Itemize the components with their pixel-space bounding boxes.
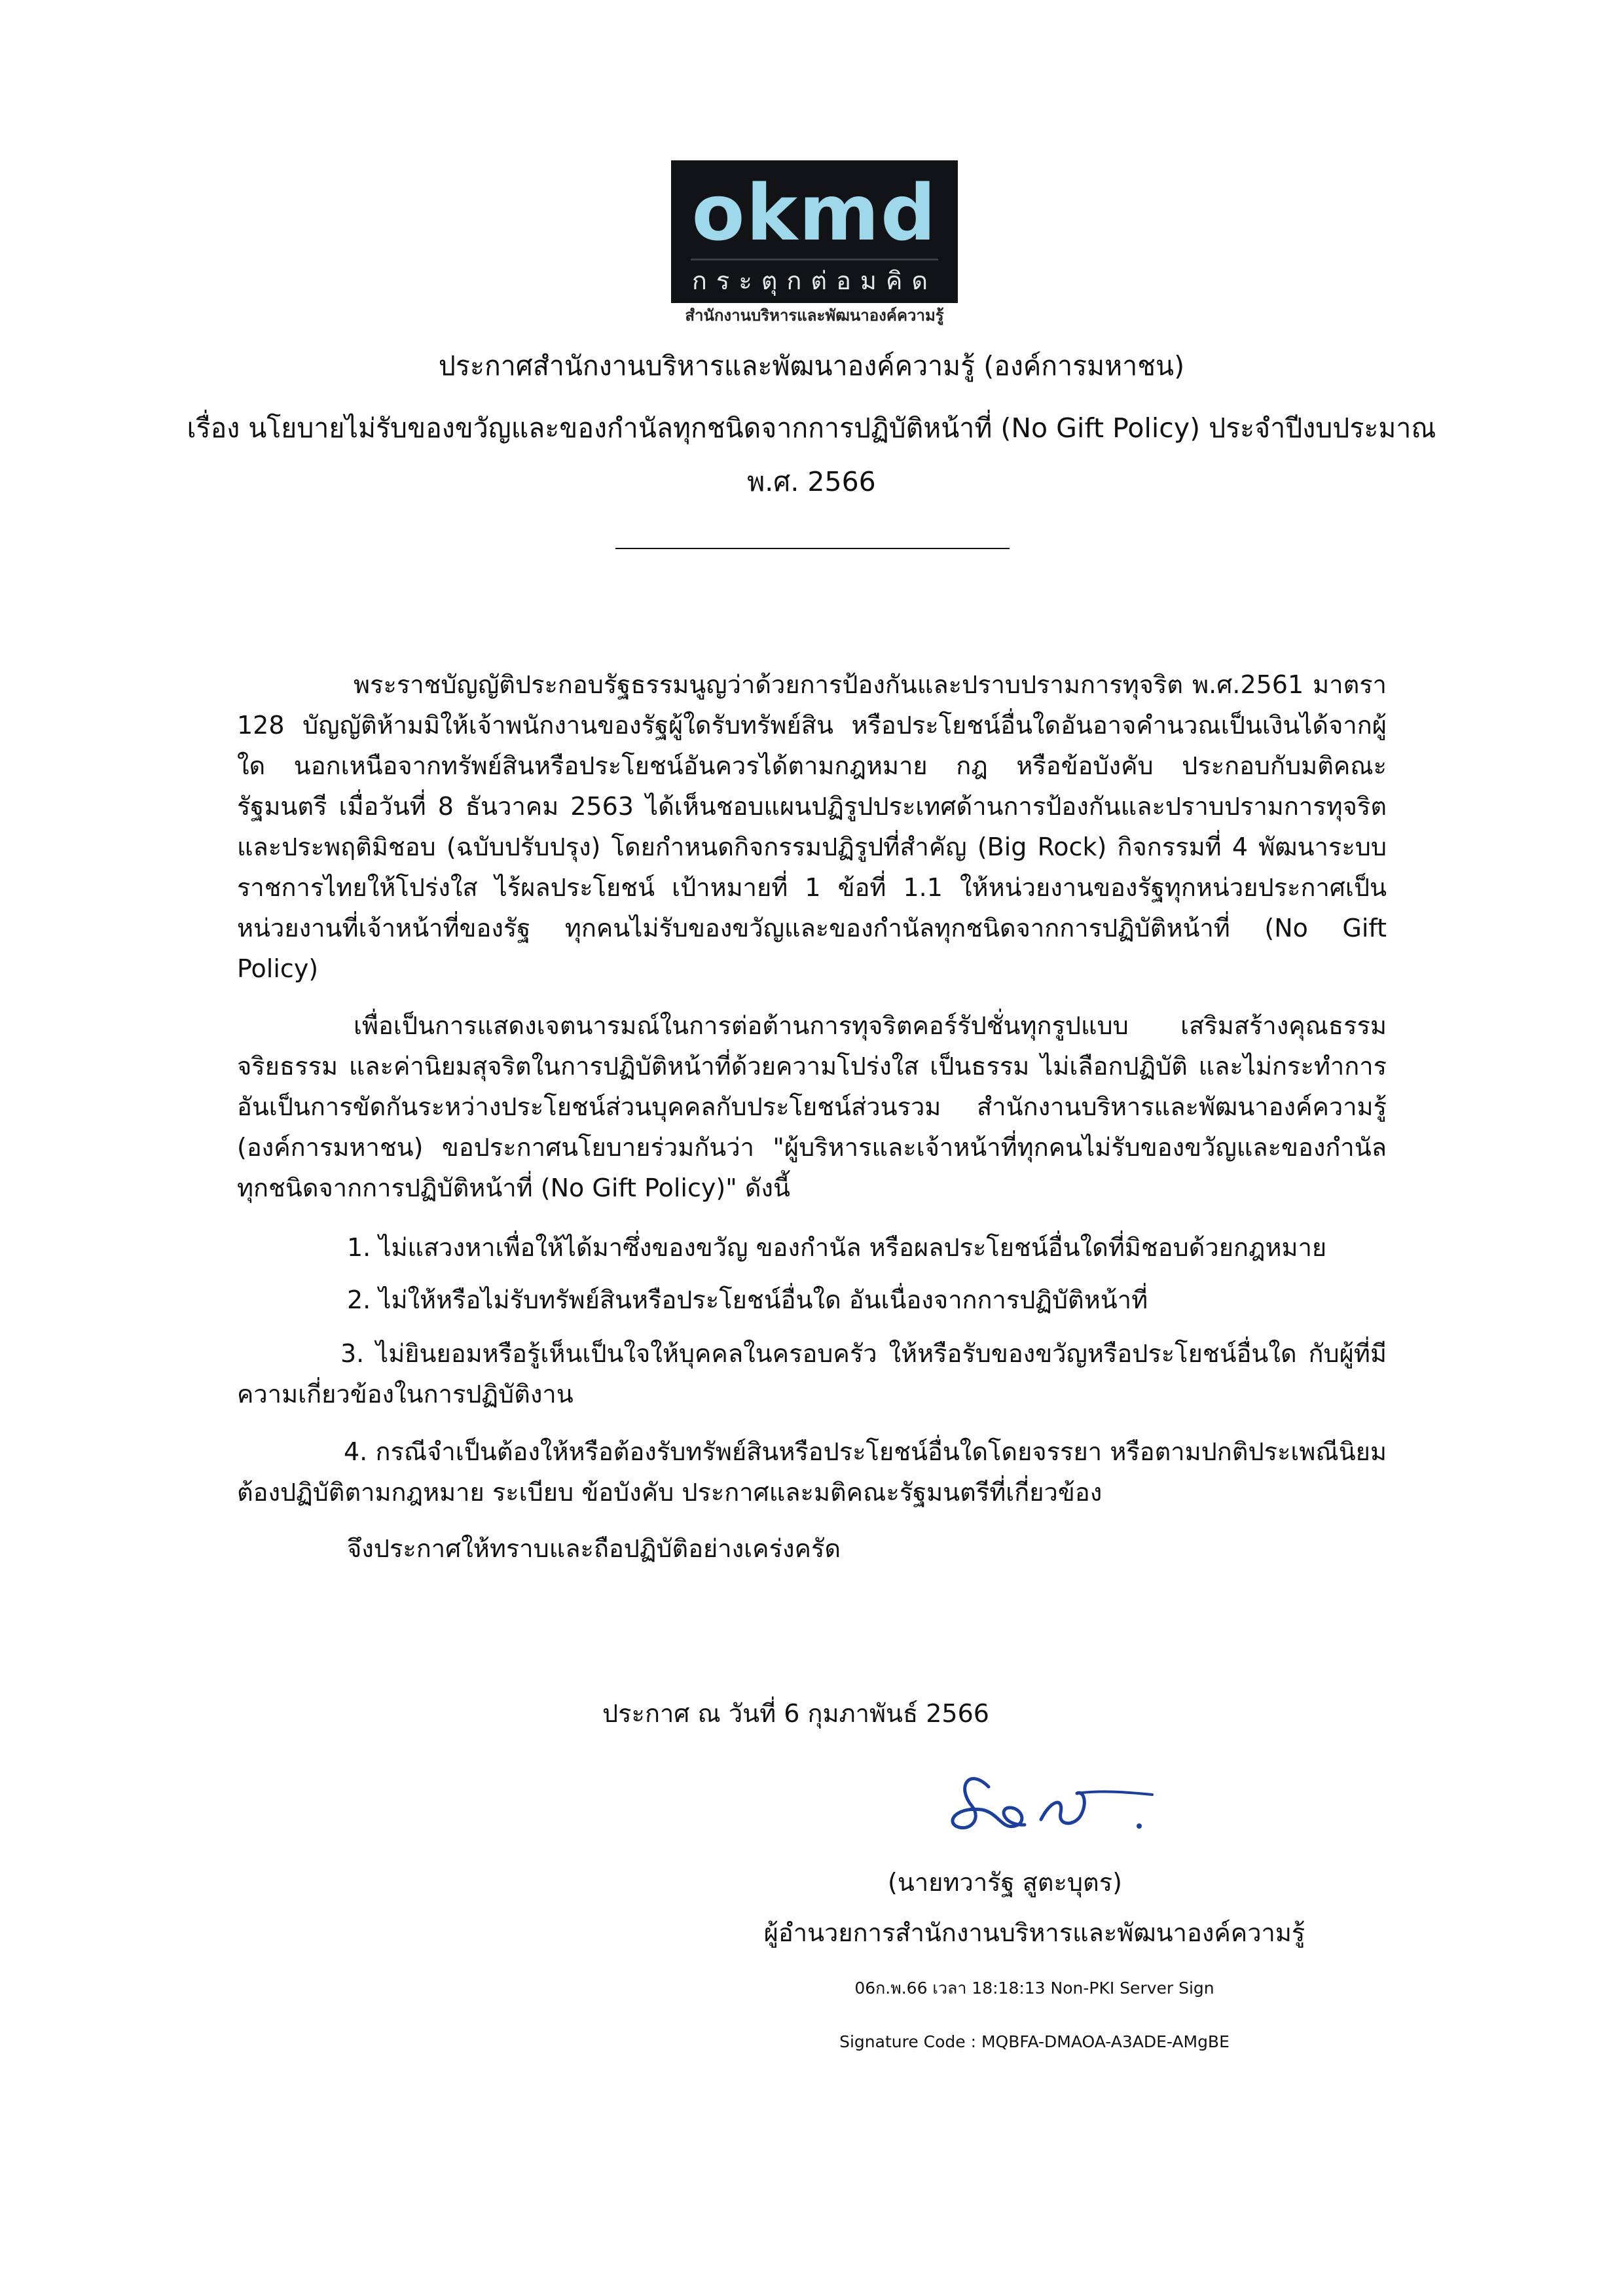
heading-divider: [615, 548, 1010, 549]
closing-statement: จึงประกาศให้ทราบและถือปฏิบัติอย่างเคร่งครัด: [347, 1534, 841, 1563]
signer-title: ผู้อำนวยการสำนักงานบริหารและพัฒนาองค์ความรู้: [763, 1918, 1305, 1947]
logo-badge: [671, 160, 958, 303]
paragraph-policy-intent: เพื่อเป็นการแสดงเจตนารมณ์ในการต่อต้านการทุจริตคอร์รัปชั่นทุกรูปแบบ เสริมสร้างคุณธรรม จริยธรรม และค่านิยมสุจริตในการปฏิบัติหน้าที่ด้วยความโปร่งใส เป็นธรรม ไม่เลือกปฏิบัติ และไม่กระทำการอันเป็นการขัดกันระหว่างประโยชน์ส่วนบุคคลกับประโยชน์ส่วนรวม สำนักงานบริหารและพัฒนาองค์ความรู้ (องค์การมหาชน) ขอประกาศนโยบายร่วมกันว่า "ผู้บริหารและเจ้าหน้าที่ทุกคนไม่รับของขวัญและของกำนัลทุกชนิดจากการปฏิบัติหน้าที่ (No Gift Policy)" ดังนี้: [237, 1011, 1387, 1202]
policy-item-2: 2. ไม่ให้หรือไม่รับทรัพย์สินหรือประโยชน์อื่นใด อันเนื่องจากการปฏิบัติหน้าที่: [347, 1285, 1148, 1314]
announcement-subject: เรื่อง นโยบายไม่รับของขวัญและของกำนัลทุกชนิดจากการปฏิบัติหน้าที่ (No Gift Policy) ประจำปีงบประมาณ: [187, 412, 1436, 444]
okmd-logo: [671, 160, 958, 325]
logo-wordmark: okmd: [691, 168, 938, 258]
handwritten-signature: [943, 1761, 1159, 1859]
policy-item-1: 1. ไม่แสวงหาเพื่อให้ได้มาซึ่งของขวัญ ของกำนัล หรือผลประโยชน์อื่นใดที่มิชอบด้วยกฎหมาย: [347, 1233, 1327, 1262]
announcement-date: ประกาศ ณ วันที่ 6 กุมภาพันธ์ 2566: [602, 1699, 989, 1728]
policy-item-3: 3. ไม่ยินยอมหรือรู้เห็นเป็นใจให้บุคคลในครอบครัว ให้หรือรับของขวัญหรือประโยชน์อื่นใด กับผู้ที่มีความเกี่ยวข้องในการปฏิบัติงาน: [237, 1339, 1387, 1408]
policy-item-4: 4. กรณีจำเป็นต้องให้หรือต้องรับทรัพย์สินหรือประโยชน์อื่นใดโดยจรรยา หรือตามปกติประเพณีนิยม ต้องปฏิบัติตามกฎหมาย ระเบียบ ข้อบังคับ ประกาศและมติคณะรัฐมนตรีที่เกี่ยวข้อง: [237, 1437, 1387, 1507]
announcement-issuer: ประกาศสำนักงานบริหารและพัฒนาองค์ความรู้ (องค์การมหาชน): [438, 350, 1185, 382]
paragraph-legal-basis: พระราชบัญญัติประกอบรัฐธรรมนูญว่าด้วยการป้องกันและปราบปรามการทุจริต พ.ศ.2561 มาตรา 128 บัญญัติห้ามมิให้เจ้าพนักงานของรัฐผู้ใดรับทรัพย์สิน หรือประโยชน์อื่นใดอันอาจคำนวณเป็นเงินได้จากผู้ใด นอกเหนือจากทรัพย์สินหรือประโยชน์อันควรได้ตามกฎหมาย กฎ หรือข้อบังคับ ประกอบกับมติคณะรัฐมนตรี เมื่อวันที่ 8 ธันวาคม 2563 ได้เห็นชอบแผนปฏิรูปประเทศด้านการป้องกันและปราบปรามการทุจริตและประพฤติมิชอบ (ฉบับปรับปรุง) โดยกำหนดกิจกรรมปฏิรูปที่สำคัญ (Big Rock) กิจกรรมที่ 4 พัฒนาระบบราชการไทยให้โปร่งใส ไร้ผลประโยชน์ เป้าหมายที่ 1 ข้อที่ 1.1 ให้หน่วยงานของรัฐทุกหน่วยประกาศเป็นหน่วยงานที่เจ้าหน้าที่ของรัฐ ทุกคนไม่รับของขวัญและของกำนัลทุกชนิดจากการปฏิบัติหน้าที่ (No Gift Policy): [237, 670, 1387, 983]
logo-tagline: กระตุกต่อมคิด: [691, 259, 938, 301]
logo-org-name: สำนักงานบริหารและพัฒนาองค์ความรู้: [685, 306, 944, 325]
digital-sign-timestamp: 06ก.พ.66 เวลา 18:18:13 Non-PKI Server Sign: [854, 1979, 1214, 1998]
signer-name: (นายทวารัฐ สูตะบุตร): [888, 1868, 1122, 1897]
announcement-year: พ.ศ. 2566: [747, 466, 876, 497]
signature-code: Signature Code : MQBFA-DMAOA-A3ADE-AMgBE: [839, 2032, 1230, 2051]
